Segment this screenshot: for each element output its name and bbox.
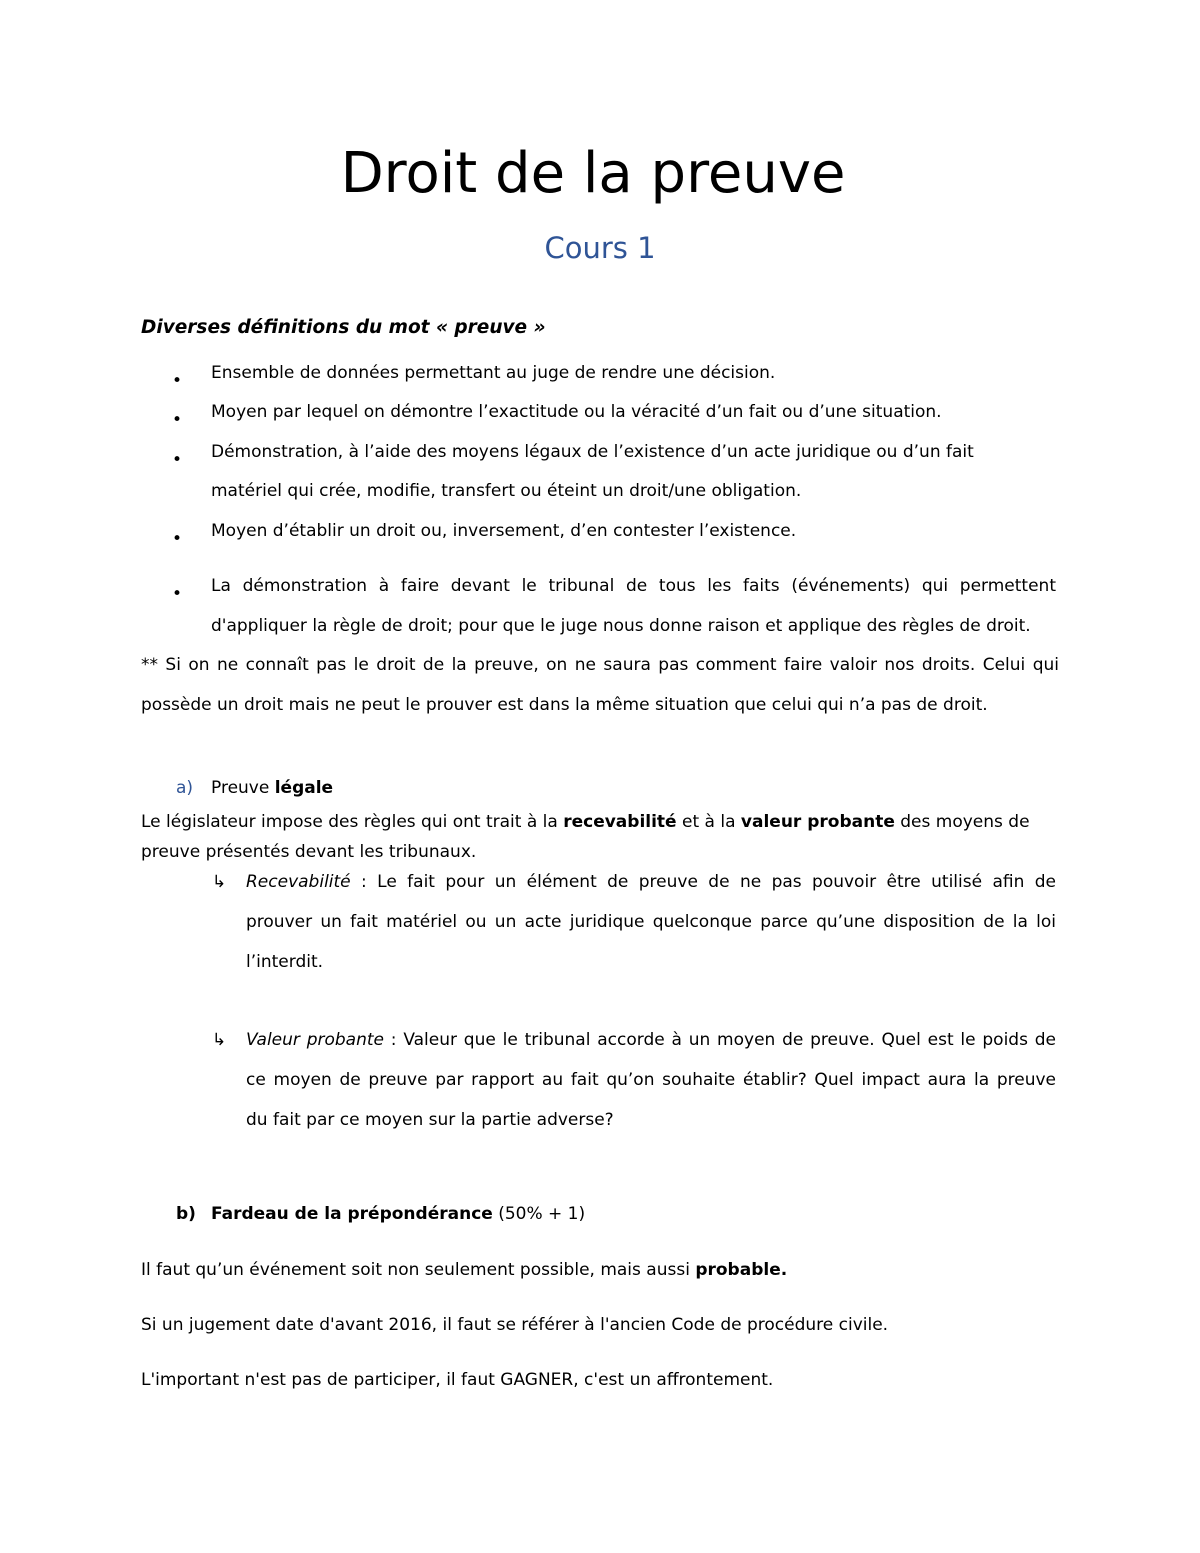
definitions-heading: Diverses définitions du mot « preuve » [141, 317, 546, 338]
bullet-icon: • [172, 371, 183, 391]
list-item-text: matériel qui crée, modifie, transfert ou éteint un droit/une obligation. [211, 481, 802, 501]
bullet-icon: • [172, 410, 183, 430]
document-subtitle: Cours 1 [544, 231, 656, 265]
section-b-title-bold: Fardeau de la prépondérance [211, 1204, 493, 1224]
bullet-icon: • [172, 529, 183, 549]
bullet-icon: • [172, 584, 183, 604]
list-item-text: Ensemble de données permettant au juge de rendre une décision. [211, 363, 776, 383]
list-item-text: Démonstration, à l’aide des moyens légaux de l’existence d’un acte juridique ou d’un fait [211, 442, 974, 462]
list-item-text: Moyen par lequel on démontre l’exactitude ou la véracité d’un fait ou d’une situation. [211, 402, 942, 422]
valeur-line2: ce moyen de preuve par rapport au fait qu’on souhaite établir? Quel impact aura la preuve [246, 1070, 1056, 1090]
section-a-title-bold: légale [274, 778, 334, 798]
section-b-marker: b) [176, 1204, 196, 1224]
intro-bold: recevabilité [563, 812, 677, 832]
section-a-title-text: Preuve [211, 778, 275, 798]
arrow-icon: ↳ [212, 1030, 227, 1050]
note-text: possède un droit mais ne peut le prouver est dans la même situation que celui qui n’a pas de droit. [141, 695, 988, 715]
section-b-title-text: (50% + 1) [492, 1204, 586, 1224]
valeur-line3: du fait par ce moyen sur la partie adverse? [246, 1110, 614, 1130]
recevabilite-line1 [246, 870, 1056, 894]
recevabilite-sep: : [350, 872, 378, 892]
list-item-text: Moyen d’établir un droit ou, inversement, d’en contester l’existence. [211, 521, 797, 541]
valeur-line1 [246, 1028, 1056, 1052]
section-b-title [211, 1202, 585, 1226]
section-b-paragraph-1 [141, 1258, 787, 1282]
intro-bold: valeur probante [740, 812, 895, 832]
note-text: ** Si on ne connaît pas le droit de la preuve, on ne saura pas comment faire valoir nos droits. Celui qui [141, 655, 1059, 675]
list-item-text: d'appliquer la règle de droit; pour que le juge nous donne raison et applique des règles de droit. [211, 616, 1031, 636]
valeur-sep: : [384, 1030, 404, 1050]
section-b-paragraph-3: L'important n'est pas de participer, il faut GAGNER, c'est un affrontement. [141, 1370, 774, 1390]
section-a-intro-line2: preuve présentés devant les tribunaux. [141, 842, 477, 862]
paragraph-bold: probable. [695, 1260, 788, 1280]
recevabilite-term: Recevabilité [246, 872, 351, 892]
section-a-marker: a) [176, 778, 194, 798]
paragraph-text: Il faut qu’un événement soit non seulement possible, mais aussi [141, 1260, 696, 1280]
section-b-paragraph-2: Si un jugement date d'avant 2016, il faut se référer à l'ancien Code de procédure civile. [141, 1315, 889, 1335]
valeur-text: Valeur que le tribunal accorde à un moyen de preuve. Quel est le poids de [403, 1030, 1056, 1050]
recevabilite-line2: prouver un fait matériel ou un acte juridique quelconque parce qu’une disposition de la loi [246, 912, 1056, 932]
document-title: Droit de la preuve [340, 141, 846, 206]
recevabilite-text: Le fait pour un élément de preuve de ne pas pouvoir être utilisé afin de [377, 872, 1056, 892]
section-a-intro [141, 810, 1030, 834]
intro-text: Le législateur impose des règles qui ont trait à la [141, 812, 564, 832]
bullet-icon: • [172, 450, 183, 470]
recevabilite-line3: l’interdit. [246, 952, 324, 972]
valeur-term: Valeur probante [246, 1030, 384, 1050]
intro-text: des moyens de [894, 812, 1030, 832]
arrow-icon: ↳ [212, 872, 227, 892]
section-a-title [211, 776, 333, 800]
list-item-text: La démonstration à faire devant le tribunal de tous les faits (événements) qui permettent [211, 576, 1056, 596]
intro-text: et à la [676, 812, 741, 832]
